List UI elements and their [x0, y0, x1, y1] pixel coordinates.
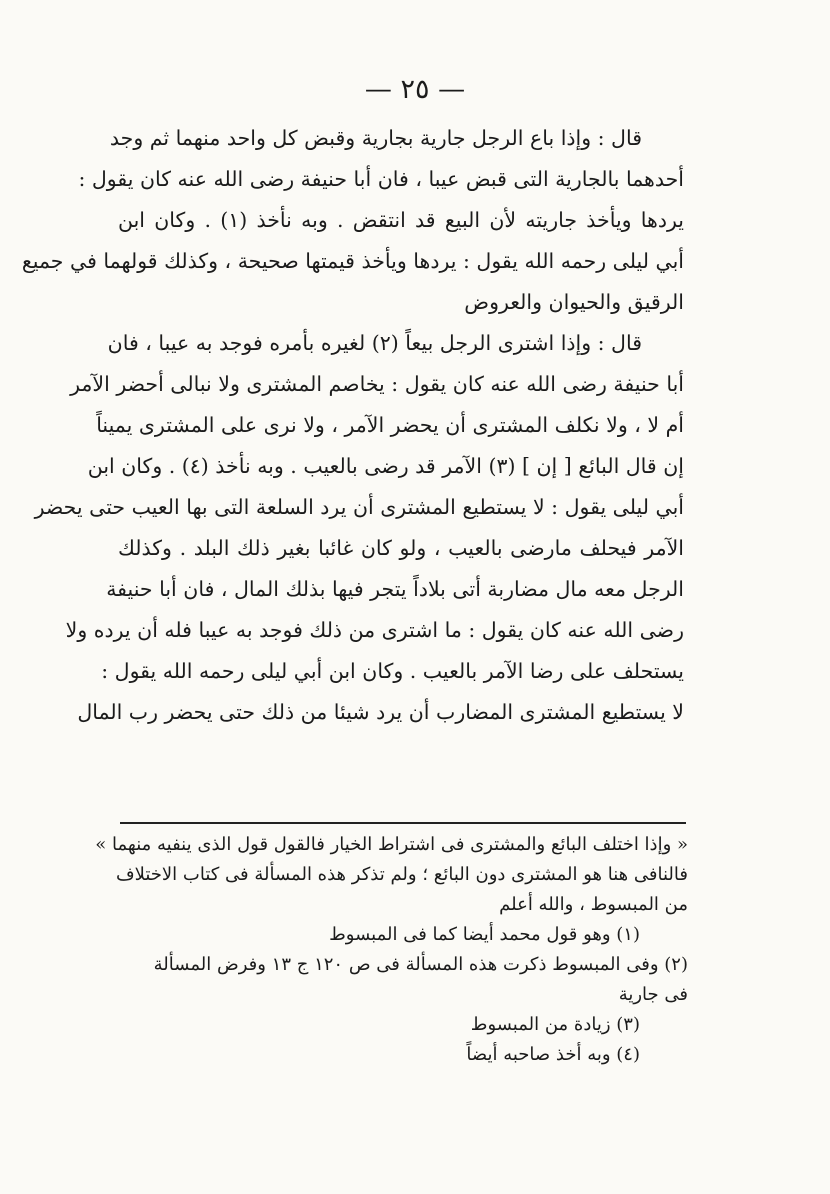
text-line: الرجل معه مال مضاربة أتى بلاداً يتجر فيها بذلك المال ، فان أبا حنيفة: [106, 577, 684, 601]
text-line: أم لا ، ولا نكلف المشترى أن يحضر الآمر ، ولا نرى على المشترى يميناً: [96, 413, 684, 437]
text-line: يردها ويأخذ جاريته لأن البيع قد انتقض . وبه نأخذ (١) . وكان ابن: [118, 208, 685, 232]
footnote-line: (٤) وبه أخذ صاحبه أيضاً: [466, 1044, 640, 1065]
text-line: قال : وإذا باع الرجل جارية بجارية وقبض كل واحد منهما ثم وجد: [109, 126, 642, 150]
footnote-line: فالنافى هنا هو المشترى دون البائع ؛ ولم تذكر هذه المسألة فى كتاب الاختلاف: [115, 864, 688, 885]
footnote-line: من المبسوط ، والله أعلم: [499, 894, 688, 915]
main-text: [21, 118, 685, 733]
footnote-line: فى جارية: [618, 984, 688, 1005]
text-line: أبا حنيفة رضى الله عنه كان يقول : يخاصم المشترى ولا نبالى أحضر الآمر: [70, 372, 684, 396]
footnote-line: « وإذا اختلف البائع والمشترى فى اشتراط الخيار فالقول قول الذى ينفيه منهما »: [95, 834, 688, 855]
text-line: أبي ليلى يقول : لا يستطيع المشترى أن يرد السلعة التى بها العيب حتى يحضر: [34, 495, 684, 519]
footnotes: [95, 830, 688, 1070]
text-line: إن قال البائع [ إن ] (٣) الآمر قد رضى بالعيب . وبه نأخذ (٤) . وكان ابن: [87, 454, 684, 478]
text-line: رضى الله عنه كان يقول : ما اشترى من ذلك فوجد به عيبا فله أن يرده ولا: [65, 618, 684, 642]
text-line: أحدهما بالجارية التى قبض عيبا ، فان أبا حنيفة رضى الله عنه كان يقول :: [78, 167, 684, 191]
text-line: قال : وإذا اشترى الرجل بيعاً (٢) لغيره بأمره فوجد به عيبا ، فان: [107, 331, 642, 355]
page-number: — ٢٥ —: [364, 74, 466, 105]
footnote-line: (١) وهو قول محمد أيضا كما فى المبسوط: [329, 924, 640, 945]
text-line: الآمر فيحلف مارضى بالعيب ، ولو كان غائبا بغير ذلك البلد . وكذلك: [118, 536, 684, 560]
text-line: أبي ليلى رحمه الله يقول : يردها ويأخذ قيمتها صحيحة ، وكذلك قولهما في جميع: [21, 249, 684, 273]
text-line: لا يستطيع المشترى المضارب أن يرد شيئا من ذلك حتى يحضر رب المال: [77, 700, 684, 724]
footnote-line: (٢) وفى المبسوط ذكرت هذه المسألة فى ص ١٢٠ ج ١٣ وفرض المسألة: [153, 954, 688, 975]
footnote-divider: [120, 822, 686, 824]
footnote-line: (٣) زيادة من المبسوط: [470, 1014, 640, 1035]
text-line: يستحلف على رضا الآمر بالعيب . وكان ابن أبي ليلى رحمه الله يقول :: [101, 659, 684, 683]
text-line: الرقيق والحيوان والعروض: [464, 290, 684, 314]
